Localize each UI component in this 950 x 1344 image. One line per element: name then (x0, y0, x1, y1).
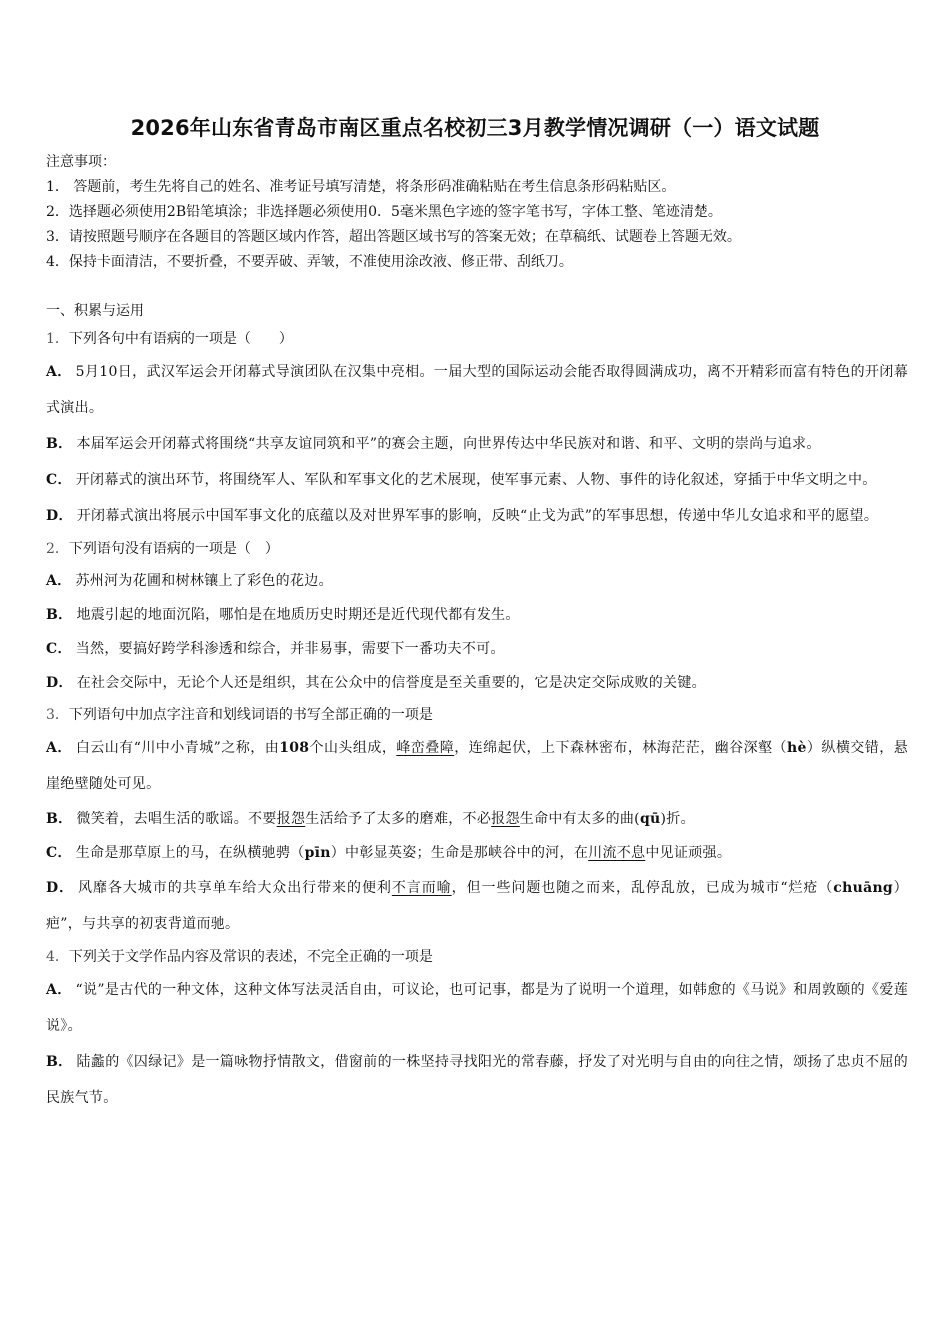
question-3-option-c (46, 836, 908, 870)
option-text: 5月10日，武汉军运会开闭幕式导演团队在汉集中亮相。一届大型的国际运动会能否取得圆满成功，离不开精彩而富有特色的开闭幕式演出。 (46, 364, 908, 416)
question-1-option-d (46, 498, 908, 534)
question-3-option-a (46, 730, 908, 802)
option-text: 生命是那草原上的马，在纵横驰骋（ (75, 845, 305, 861)
option-letter: C． (46, 472, 72, 488)
pinyin: chuāng (833, 880, 894, 896)
question-3-option-b (46, 802, 908, 836)
option-letter: A． (46, 982, 72, 998)
question-number: 3． (46, 707, 69, 723)
questions-body (46, 298, 908, 1116)
question-1-option-a (46, 354, 908, 426)
option-text: 中见证顽强。 (645, 845, 732, 861)
option-letter: B． (46, 436, 73, 452)
option-text: 地震引起的地面沉陷，哪怕是在地质历史时期还是近代现代都有发生。 (76, 607, 520, 623)
option-text: 开闭幕式的演出环节，将围绕军人、军队和军事文化的艺术展现，使军事元素、人物、事件的诗化叙述，穿插于中华文明之中。 (75, 472, 877, 488)
question-4-option-a (46, 972, 908, 1044)
question-2-option-c (46, 632, 908, 666)
option-text: 个山头组成， (309, 740, 397, 756)
question-3-option-d (46, 870, 908, 942)
option-text: 风靡各大城市的共享单车给大众出行带来的便利 (78, 880, 392, 896)
exam-title: 2026年山东省青岛市南区重点名校初三3月教学情况调研（一）语文试题 (130, 116, 820, 140)
option-letter: A． (46, 740, 72, 756)
question-number: 2． (46, 541, 69, 557)
underlined-word: 报怨 (491, 811, 520, 827)
notice-block (46, 150, 916, 275)
question-4-option-b (46, 1044, 908, 1116)
option-text: ，但一些问题也随之而来，乱停乱放，已成为城市“烂疮（ (451, 880, 834, 896)
question-1-stem (46, 324, 908, 354)
option-text: )折。 (660, 811, 695, 827)
question-stem: 下列语句没有语病的一项是（ ） (68, 541, 279, 557)
pinyin: qū (639, 811, 661, 827)
option-text: 生活给予了太多的磨难，不必 (305, 811, 492, 827)
notice-item: 1． 答题前，考生先将自己的姓名、准考证号填写清楚，将条形码准确粘贴在考生信息条形码粘贴区。 (46, 179, 676, 195)
option-text: 微笑着，去唱生活的歌谣。不要 (76, 811, 277, 827)
question-2-option-a (46, 564, 908, 598)
notice-heading: 注意事项： (46, 154, 116, 170)
option-letter: B． (46, 811, 73, 827)
notice-item: 3．请按照题号顺序在各题目的答题区域内作答，超出答题区域书写的答案无效；在草稿纸、试题卷上答题无效。 (46, 229, 741, 245)
option-text: ）中彰显英姿；生命是那峡谷中的河，在 (330, 845, 589, 861)
question-2-option-b (46, 598, 908, 632)
question-stem: 下列语句中加点字注音和划线词语的书写全部正确的一项是 (68, 707, 433, 723)
option-text: 当然，要搞好跨学科渗透和综合，并非易事，需要下一番功夫不可。 (75, 641, 505, 657)
question-3-stem (46, 700, 908, 730)
question-stem: 下列关于文学作品内容及常识的表述，不完全正确的一项是 (68, 949, 433, 965)
question-2-option-d (46, 666, 908, 700)
option-text: 开闭幕式演出将展示中国军事文化的底蕴以及对世界军事的影响，反映“止戈为武”的军事思想，传递中华儿女追求和平的愿望。 (76, 508, 879, 524)
bold-number: 108 (279, 740, 310, 756)
option-letter: D． (46, 675, 73, 691)
underlined-word: 报怨 (276, 811, 306, 827)
option-text: ）纵横交错，悬崖绝壁随处可见。 (46, 740, 908, 792)
pinyin: pīn (304, 845, 331, 861)
option-letter: C． (46, 845, 72, 861)
option-letter: A． (46, 573, 72, 589)
option-text: 本届军运会开闭幕式将围绕“共享友谊同筑和平”的赛会主题，向世界传达中华民族对和谐、和平、文明的崇尚与追求。 (76, 436, 821, 452)
option-text: “说”是古代的一种文体，这种文体写法灵活自由，可议论，也可记事，都是为了说明一个道理，如韩愈的《马说》和周敦颐的《爱莲说》。 (46, 982, 908, 1034)
pinyin: hè (787, 740, 807, 756)
question-number: 4． (46, 949, 69, 965)
option-text: 生命中有太多的曲( (519, 811, 640, 827)
option-letter: A． (46, 364, 72, 380)
question-4-stem (46, 942, 908, 972)
option-letter: C． (46, 641, 72, 657)
question-1-option-b (46, 426, 908, 462)
notice-item: 2．选择题必须使用2B铅笔填涂；非选择题必须使用0．5毫米黑色字迹的签字笔书写，字体工整、笔迹清楚。 (46, 204, 722, 220)
option-letter: D． (46, 880, 75, 896)
question-stem: 下列各句中有语病的一项是（ ） (68, 331, 293, 347)
option-text: 陆蠡的《囚绿记》是一篇咏物抒情散文，借窗前的一株坚持寻找阳光的常春藤，抒发了对光明与自由的向往之情，颂扬了忠贞不屈的民族气节。 (46, 1054, 908, 1106)
option-text: 白云山有“川中小青城”之称，由 (75, 740, 280, 756)
option-text: 在社会交际中，无论个人还是组织，其在公众中的信誉度是至关重要的，它是决定交际成败的关键。 (76, 675, 706, 691)
option-text: 苏州河为花圃和树林镶上了彩色的花边。 (75, 573, 333, 589)
option-text: ，连绵起伏，上下森林密布，林海茫茫，幽谷深壑（ (454, 740, 788, 756)
notice-item: 4．保持卡面清洁，不要折叠，不要弄破、弄皱，不准使用涂改液、修正带、刮纸刀。 (46, 254, 573, 270)
question-2-stem (46, 534, 908, 564)
underlined-word: 不言而喻 (391, 880, 452, 896)
option-letter: B． (46, 607, 73, 623)
underlined-word: 峰峦叠障 (396, 740, 455, 756)
question-number: 1． (46, 331, 69, 347)
option-text: ）疤”，与共享的初衷背道而驰。 (46, 880, 908, 932)
section-heading: 一、积累与运用 (46, 303, 144, 319)
underlined-word: 川流不息 (588, 845, 646, 861)
option-letter: B． (46, 1054, 73, 1070)
option-letter: D． (46, 508, 73, 524)
question-1-option-c (46, 462, 908, 498)
